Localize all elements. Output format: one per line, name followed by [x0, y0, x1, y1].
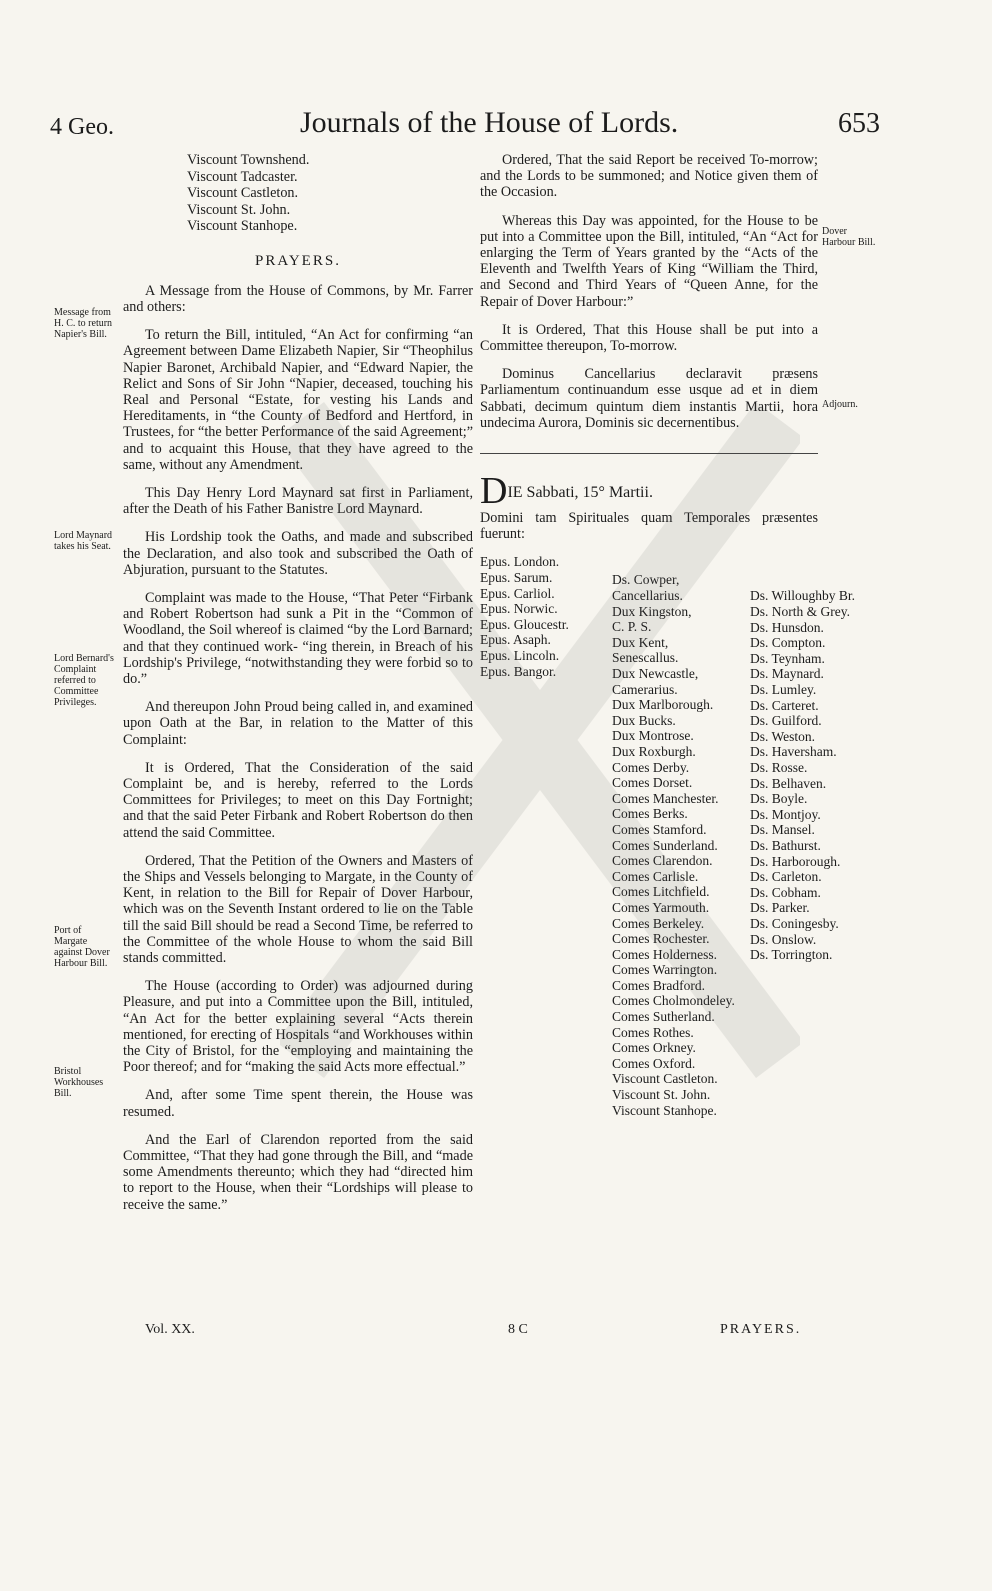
- lord-entry: Ds. Boyle.: [750, 791, 808, 807]
- lord-entry: Comes Oxford.: [612, 1055, 696, 1071]
- lord-entry: Ds. Guilford.: [750, 713, 822, 729]
- lord-entry: Epus. Sarum.: [480, 570, 553, 586]
- lord-entry: Comes Cholmondeley.: [612, 993, 735, 1009]
- lord-entry: Comes Derby.: [612, 759, 690, 775]
- sitting-date: [480, 470, 818, 513]
- lord-entry: Dux Kent,: [612, 634, 669, 650]
- section-divider: [480, 453, 818, 454]
- lord-entry: Comes Sunderland.: [612, 837, 718, 853]
- lord-entry: Epus. Lincoln.: [480, 648, 560, 664]
- lord-entry: Comes Yarmouth.: [612, 899, 710, 915]
- lord-entry: Comes Warrington.: [612, 962, 718, 978]
- list-item: Viscount Townshend.: [187, 152, 310, 168]
- lord-entry: Ds. Montjoy.: [750, 806, 821, 822]
- lord-entry: Ds. Carleton.: [750, 869, 822, 885]
- margin-note-margate: Port of Margate against Dover Harbour Bill.: [54, 925, 110, 969]
- lord-entry: Ds. Hunsdon.: [750, 619, 824, 635]
- lord-entry: Comes Berkeley.: [612, 915, 705, 931]
- paragraph: This Day Henry Lord Maynard sat first in Parliament, after the Death of his Father Banistre Lord Maynard.: [123, 484, 473, 518]
- lord-entry: Viscount Castleton.: [612, 1071, 718, 1087]
- regnal-year: 4 Geo.: [50, 114, 114, 140]
- list-item: Viscount Castleton.: [187, 185, 299, 201]
- lord-entry: Comes Carlisle.: [612, 868, 699, 884]
- lord-entry: Ds. Willoughby Br.: [750, 588, 855, 604]
- lord-entry: Comes Litchfield.: [612, 884, 710, 900]
- margin-note-dover: Dover Harbour Bill.: [822, 226, 876, 248]
- prayers-heading: PRAYERS.: [255, 252, 341, 269]
- lord-entry: Comes Bradford.: [612, 977, 705, 993]
- list-item: Viscount St. John.: [187, 201, 291, 218]
- lord-entry: Ds. Torrington.: [750, 947, 833, 963]
- lord-entry: Dux Montrose.: [612, 728, 694, 744]
- lord-entry: Comes Rochester.: [612, 931, 710, 947]
- lord-entry: Comes Sutherland.: [612, 1009, 715, 1025]
- margin-note-bernard: Lord Bernard's Complaint referred to Committee Privileges.: [54, 653, 114, 708]
- lord-entry: Dux Bucks.: [612, 712, 676, 728]
- margin-note-maynard: Lord Maynard takes his Seat.: [54, 530, 113, 552]
- lord-entry: Comes Stamford.: [612, 821, 707, 837]
- lord-entry: Comes Manchester.: [612, 790, 719, 806]
- lord-entry: Ds. Cowper,: [612, 572, 680, 588]
- lord-entry: Ds. Harborough.: [750, 853, 841, 869]
- lord-entry: Ds. Carteret.: [750, 697, 819, 713]
- page-header: [50, 100, 880, 144]
- lord-entry: Epus. Bangor.: [480, 663, 557, 679]
- lord-entry: Ds. Belhaven.: [750, 775, 827, 791]
- lord-entry: Ds. Coningesby.: [750, 915, 839, 931]
- date-text: IE Sabbati, 15° Martii.: [507, 484, 653, 502]
- margin-note-adjourn: Adjourn.: [822, 399, 858, 410]
- left-column: [123, 152, 473, 1225]
- lord-entry: C. P. S.: [612, 619, 652, 635]
- peers-list: [612, 572, 752, 1118]
- lord-entry: Comes Dorset.: [612, 775, 693, 791]
- paragraph: And, after some Time spent therein, the House was resumed.: [123, 1087, 473, 1120]
- lord-entry: Epus. London.: [480, 554, 560, 570]
- lord-entry: Viscount Stanhope.: [612, 1102, 717, 1118]
- paragraph: To return the Bill, intituled, “An Act for confirming “an Agreement between Dame Elizabeth Napier, Sir “Theophilus Napier Baronet, Archibald Napier, and “Edward Napier, the Relict and Sons of Sir John “Napier, deceased, touching his Real and Personal “Estate, for vesting his Lands and Hereditaments, in “the County of Bedford and Hertford, in Trustees, for “the better Performance of the said Agreement;” and to acquaint this House, that they have agreed to the same, without any Amendment.: [123, 327, 473, 473]
- paragraph: Ordered, That the Petition of the Owners and Masters of the Ships and Vessels belonging to Margate, in the County of Kent, in relation to the Bill for Repair of Dover Harbour, which was on the Seventh Instant ordered to lie on the Table till the said Bill should be read a Second Time, be referred to the Committee of the whole House to whom the said Bill stands committed.: [123, 852, 473, 967]
- paragraph: It is Ordered, That this House shall be put into a Committee thereupon, To-morrow.: [480, 321, 818, 355]
- lord-entry: Comes Clarendon.: [612, 853, 713, 869]
- lord-entry: Dux Roxburgh.: [612, 743, 696, 759]
- lord-entry: Ds. Maynard.: [750, 666, 824, 682]
- lord-entry: Cancellarius.: [612, 588, 683, 604]
- viscount-list: [123, 152, 473, 235]
- lord-entry: Ds. Onslow.: [750, 931, 817, 947]
- lord-entry: Ds. Weston.: [750, 728, 816, 744]
- catchword: PRAYERS.: [720, 1322, 802, 1337]
- lord-entry: Comes Berks.: [612, 806, 688, 822]
- paragraph: Dominus Cancellarius declaravit præsens Parliamentum continuandum esse usque ad et in diem Sabbati, decimum quintum diem instantis Martii, hora undecima Aurora, Dominis sic decernentibus.: [480, 366, 818, 431]
- page-number: 653: [838, 108, 880, 139]
- paragraph: Whereas this Day was appointed, for the House to be put into a Committee upon the Bill, intituled, “An “Act for enlarging the Term of Years granted by the “Acts of the Eleventh and Twelfth Years of King “William the Third, and Second and Third Years of “Queen Anne, for the Repair of Dover Harbour:”: [480, 212, 818, 310]
- paragraph: His Lordship took the Oaths, and made and subscribed the Declaration, and also took and subscribed the Oath of Abjuration, pursuant to the Statutes.: [123, 529, 473, 578]
- page-footer: [50, 1322, 870, 1342]
- lord-entry: Ds. Mansel.: [750, 822, 815, 838]
- lord-entry: Comes Rothes.: [612, 1024, 694, 1040]
- lord-entry: Dux Kingston,: [612, 603, 692, 619]
- volume-number: Vol. XX.: [145, 1322, 195, 1337]
- list-item: Viscount Stanhope.: [187, 218, 298, 234]
- signature-mark: 8 C: [508, 1322, 528, 1337]
- journal-title: Journals of the House of Lords.: [300, 106, 679, 139]
- lord-entry: Epus. Gloucestr.: [480, 616, 569, 632]
- bishops-list: [480, 554, 610, 679]
- barons-list: [750, 588, 890, 962]
- paragraph: Complaint was made to the House, “That Peter “Firbank and Robert Robertson had sunk a Pit in the “Common of Woodland, the Soil whereof is claimed “by the Lord Barnard; and that they continued work- “ing therein, in Breach of his Lordship's Privilege, “notwithstanding they were forbid so to do.”: [123, 589, 473, 687]
- lord-entry: Ds. Rosse.: [750, 759, 808, 775]
- paragraph: The House (according to Order) was adjourned during Pleasure, and put into a Committee upon the Bill, intituled, “An Act for the better explaining several “Acts therein mentioned, for erecting of Hospitals “and Workhouses within the City of Bristol, for the “employing and maintaining the Poor thereof; and for “making the said Acts more effectual.”: [123, 978, 473, 1076]
- lord-entry: Ds. Compton.: [750, 635, 826, 651]
- lord-entry: Dux Newcastle,: [612, 666, 699, 682]
- margin-note-bristol: Bristol Workhouses Bill.: [54, 1066, 104, 1099]
- lord-entry: Ds. North & Grey.: [750, 604, 850, 620]
- lord-entry: Ds. Lumley.: [750, 682, 817, 698]
- lord-entry: Ds. Cobham.: [750, 884, 821, 900]
- lord-entry: Dux Marlborough.: [612, 697, 714, 713]
- lord-entry: Ds. Teynham.: [750, 650, 825, 666]
- lords-present-intro: Domini tam Spirituales quam Temporales præsentes fuerunt:: [480, 510, 818, 543]
- lord-entry: Epus. Asaph.: [480, 632, 551, 648]
- lord-entry: Senescallus.: [612, 650, 679, 666]
- lord-entry: Comes Holderness.: [612, 946, 717, 962]
- paragraph: And the Earl of Clarendon reported from the said Committee, “That they had gone through the Bill, and “made some Amendments thereunto; which they had “directed him to report to the House, when their “Lordships will please to receive the same.”: [123, 1131, 473, 1213]
- paragraph: Ordered, That the said Report be received To-morrow; and the Lords to be summoned; and Notice given them of the Occasion.: [480, 152, 818, 201]
- lord-entry: Viscount St. John.: [612, 1087, 711, 1103]
- lord-entry: Ds. Parker.: [750, 900, 810, 916]
- paragraph: And thereupon John Proud being called in, and examined upon Oath at the Bar, in relation to the Matter of this Complaint:: [123, 699, 473, 748]
- paragraph: It is Ordered, That the Consideration of the said Complaint be, and is hereby, referred to the Lords Committees for Privileges; to meet on this Day Fortnight; and that the said Peter Firbank and Robert Robertson do then attend the said Committee.: [123, 759, 473, 841]
- lord-entry: Ds. Haversham.: [750, 744, 837, 760]
- lord-entry: Camerarius.: [612, 681, 678, 697]
- lords-present: [480, 554, 855, 1118]
- list-item: Viscount Tadcaster.: [187, 168, 298, 185]
- lord-entry: Ds. Bathurst.: [750, 837, 821, 853]
- lord-entry: Comes Orkney.: [612, 1040, 696, 1056]
- margin-note-napier: Message from H. C. to return Napier's Bill.: [54, 307, 113, 340]
- drop-cap: D: [480, 470, 508, 513]
- lord-entry: Epus. Norwic.: [480, 601, 558, 617]
- lord-entry: Epus. Carliol.: [480, 585, 555, 601]
- paragraph: A Message from the House of Commons, by Mr. Farrer and others:: [123, 282, 473, 315]
